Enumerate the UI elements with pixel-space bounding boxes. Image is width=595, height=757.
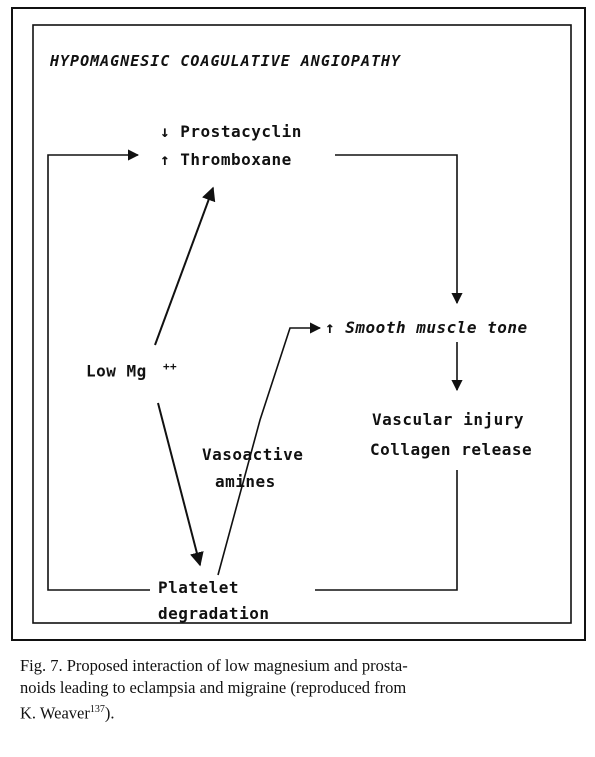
caption-reference: 137	[89, 704, 105, 715]
smooth-muscle-node	[325, 318, 528, 337]
degradation-label: degradation	[158, 604, 270, 623]
low-mg-node	[86, 360, 177, 380]
caption-line-1: Fig. 7. Proposed interaction of low magnesium and prosta-	[20, 656, 408, 675]
collagen-release-label: Collagen release	[370, 440, 533, 459]
low-mg-label: Low Mg	[86, 361, 147, 381]
diagram-title: HYPOMAGNESIC COAGULATIVE ANGIOPATHY	[50, 52, 402, 70]
caption-end: ).	[104, 703, 115, 723]
prostacyclin-node	[160, 122, 302, 141]
low-mg-to-platelet-arrow	[158, 403, 200, 565]
amines-label: amines	[215, 472, 276, 491]
low-mg-to-thromboxane-arrow	[155, 188, 213, 345]
increase-arrow-icon: ↑	[160, 150, 171, 169]
thromboxane-label: Thromboxane	[180, 150, 292, 169]
thromboxane-node	[160, 150, 292, 169]
increase-arrow-icon: ↑	[325, 318, 336, 337]
low-mg-superscript: ++	[162, 360, 178, 373]
vasoactive-label: Vasoactive	[202, 445, 304, 464]
thromboxane-to-smooth-muscle-arrow	[335, 155, 457, 303]
decrease-arrow-icon: ↓	[160, 122, 171, 141]
figure-caption	[20, 655, 580, 725]
caption-line-2: noids leading to eclampsia and migraine (reproduced from	[20, 678, 407, 697]
platelet-label: Platelet	[158, 578, 240, 597]
caption-author: K. Weaver	[20, 703, 90, 723]
collagen-to-platelet-line	[315, 470, 457, 590]
caption-line-3	[20, 699, 580, 725]
vascular-injury-label: Vascular injury	[372, 410, 524, 429]
prostacyclin-label: Prostacyclin	[180, 122, 302, 141]
smooth-muscle-label: Smooth muscle tone	[345, 318, 528, 337]
